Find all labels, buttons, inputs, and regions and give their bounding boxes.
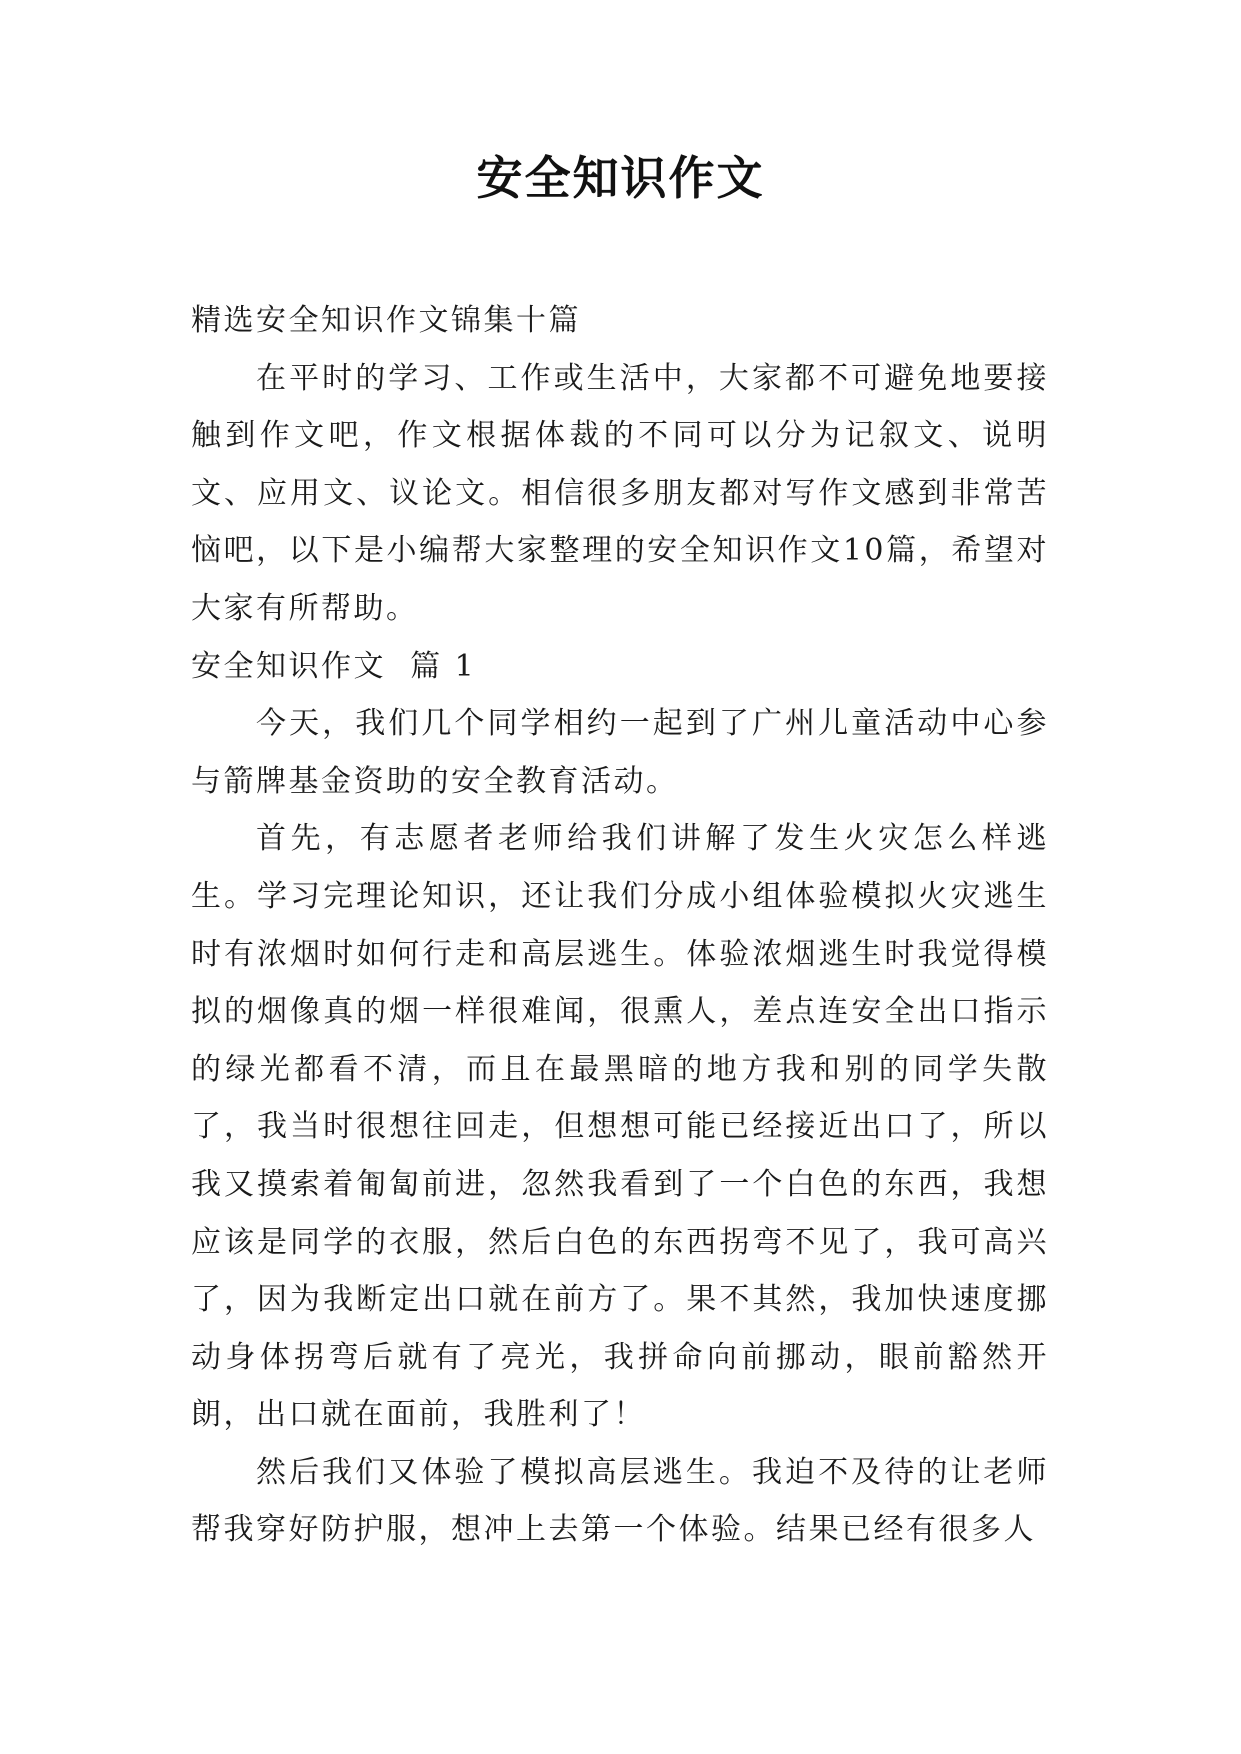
document-body [191,292,1049,1559]
intro-paragraph: 在平时的学习、工作或生活中，大家都不可避免地要接触到作文吧，作文根据体裁的不同可以分为记叙文、说明文、应用文、议论文。相信很多朋友都对写作文感到非常苦恼吧，以下是小编帮大家整理的安全知识作文10篇，希望对大家有所帮助。 [191,360,1049,626]
body-paragraph-3: 然后我们又体验了模拟高层逃生。我迫不及待的让老师帮我穿好防护服，想冲上去第一个体验。结果已经有很多人 [191,1454,1049,1548]
document-title: 安全知识作文 [476,151,765,205]
section-heading: 安全知识作文 篇 1 [191,648,477,684]
body-paragraph-2: 首先，有志愿者老师给我们讲解了发生火灾怎么样逃生。学习完理论知识，还让我们分成小组体验模拟火灾逃生时有浓烟时如何行走和高层逃生。体验浓烟逃生时我觉得模拟的烟像真的烟一样很难闻，很熏人，差点连安全出口指示的绿光都看不清，而且在最黑暗的地方我和别的同学失散了，我当时很想往回走，但想想可能已经接近出口了，所以我又摸索着匍匐前进，忽然我看到了一个白色的东西，我想应该是同学的衣服，然后白色的东西拐弯不见了，我可高兴了，因为我断定出口就在前方了。果不其然，我加快速度挪动身体拐弯后就有了亮光，我拼命向前挪动，眼前豁然开朗，出口就在面前，我胜利了！ [191,821,1049,1433]
body-paragraph-1: 今天，我们几个同学相约一起到了广州儿童活动中心参与箭牌基金资助的安全教育活动。 [191,706,1049,799]
document-subtitle: 精选安全知识作文锦集十篇 [191,303,581,338]
